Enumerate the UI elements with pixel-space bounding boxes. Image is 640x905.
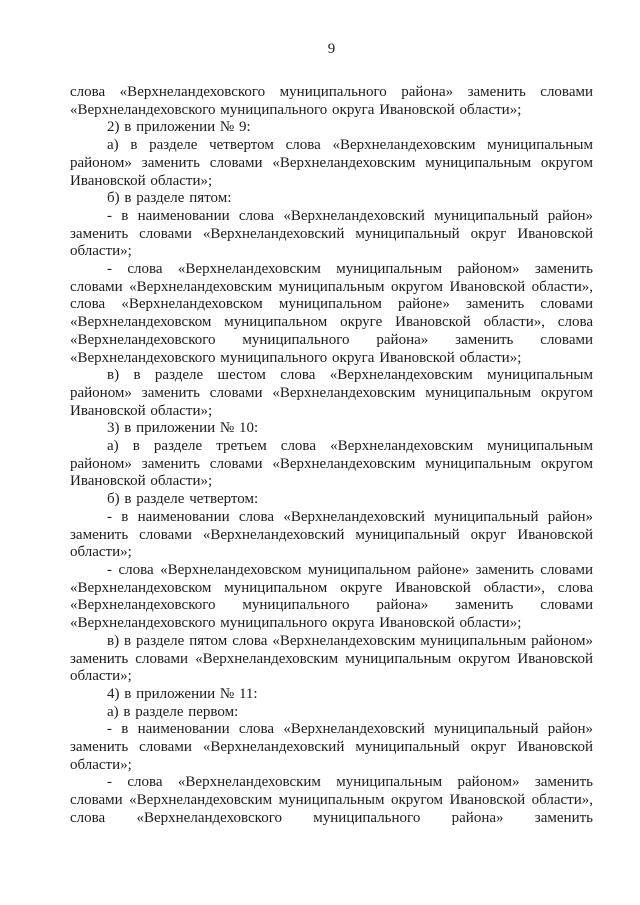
paragraph: б) в разделе пятом:	[107, 190, 232, 207]
paragraph: - слова «Верхнеландеховском муниципальном районе» заменить словами «Верхнеландеховском муниципальном округе Ивановской области», слова «Верхнеландеховского муниципального района» заменить словами «Верхнеландеховского муниципального округа Ивановской области»;	[70, 561, 593, 632]
paragraph: - в наименовании слова «Верхнеландеховский муниципальный район» заменить словами «Верхнеландеховский муниципальный округ Ивановской области»;	[70, 721, 593, 773]
paragraph: слова «Верхнеландеховского муниципального района» заменить словами «Верхнеландеховского муниципального округа Ивановской области»;	[70, 84, 593, 118]
paragraph: 3) в приложении № 10:	[107, 420, 259, 437]
page-body	[70, 84, 593, 828]
paragraph: б) в разделе четвертом:	[107, 491, 259, 508]
paragraph: а) в разделе первом:	[107, 703, 239, 720]
paragraph: 2) в приложении № 9:	[107, 119, 251, 136]
paragraph: - в наименовании слова «Верхнеландеховский муниципальный район» заменить словами «Верхнеландеховский муниципальный округ Ивановской области»;	[70, 508, 593, 561]
paragraph: а) в разделе третьем слова «Верхнеландеховским муниципальным районом» заменить словами «Верхнеландеховским муниципальным округом Ивановской области»;	[70, 438, 593, 490]
page-number: 9	[327, 41, 336, 57]
paragraph: в) в разделе шестом слова «Верхнеландеховским муниципальным районом» заменить словами «Верхнеландеховским муниципальным округом Ивановской области»;	[70, 367, 593, 419]
paragraph: в) в разделе пятом слова «Верхнеландеховским муниципальным районом» заменить словами «Верхнеландеховским муниципальным округом Ивановской области»;	[70, 632, 593, 685]
paragraph: а) в разделе четвертом слова «Верхнеландеховским муниципальным районом» заменить словами «Верхнеландеховским муниципальным округом Ивановской области»;	[70, 137, 593, 189]
paragraph: 4) в приложении № 11:	[107, 685, 258, 702]
paragraph: - слова «Верхнеландеховским муниципальным районом» заменить словами «Верхнеландеховским муниципальным округом Ивановской области», слова «Верхнеландеховского муниципального района» заменить	[70, 774, 593, 826]
paragraph: - слова «Верхнеландеховским муниципальным районом» заменить словами «Верхнеландеховским муниципальным округом Ивановской области», слова «Верхнеландеховском муниципальном районе» заменить словами «Верхнеландеховском муниципальном округе Ивановской области», слова «Верхнеландеховского муниципального района» заменить словами «Верхнеландеховского муниципального округа Ивановской области»;	[70, 261, 593, 366]
paragraph: - в наименовании слова «Верхнеландеховский муниципальный район» заменить словами «Верхнеландеховский муниципальный округ Ивановской области»;	[70, 207, 593, 260]
